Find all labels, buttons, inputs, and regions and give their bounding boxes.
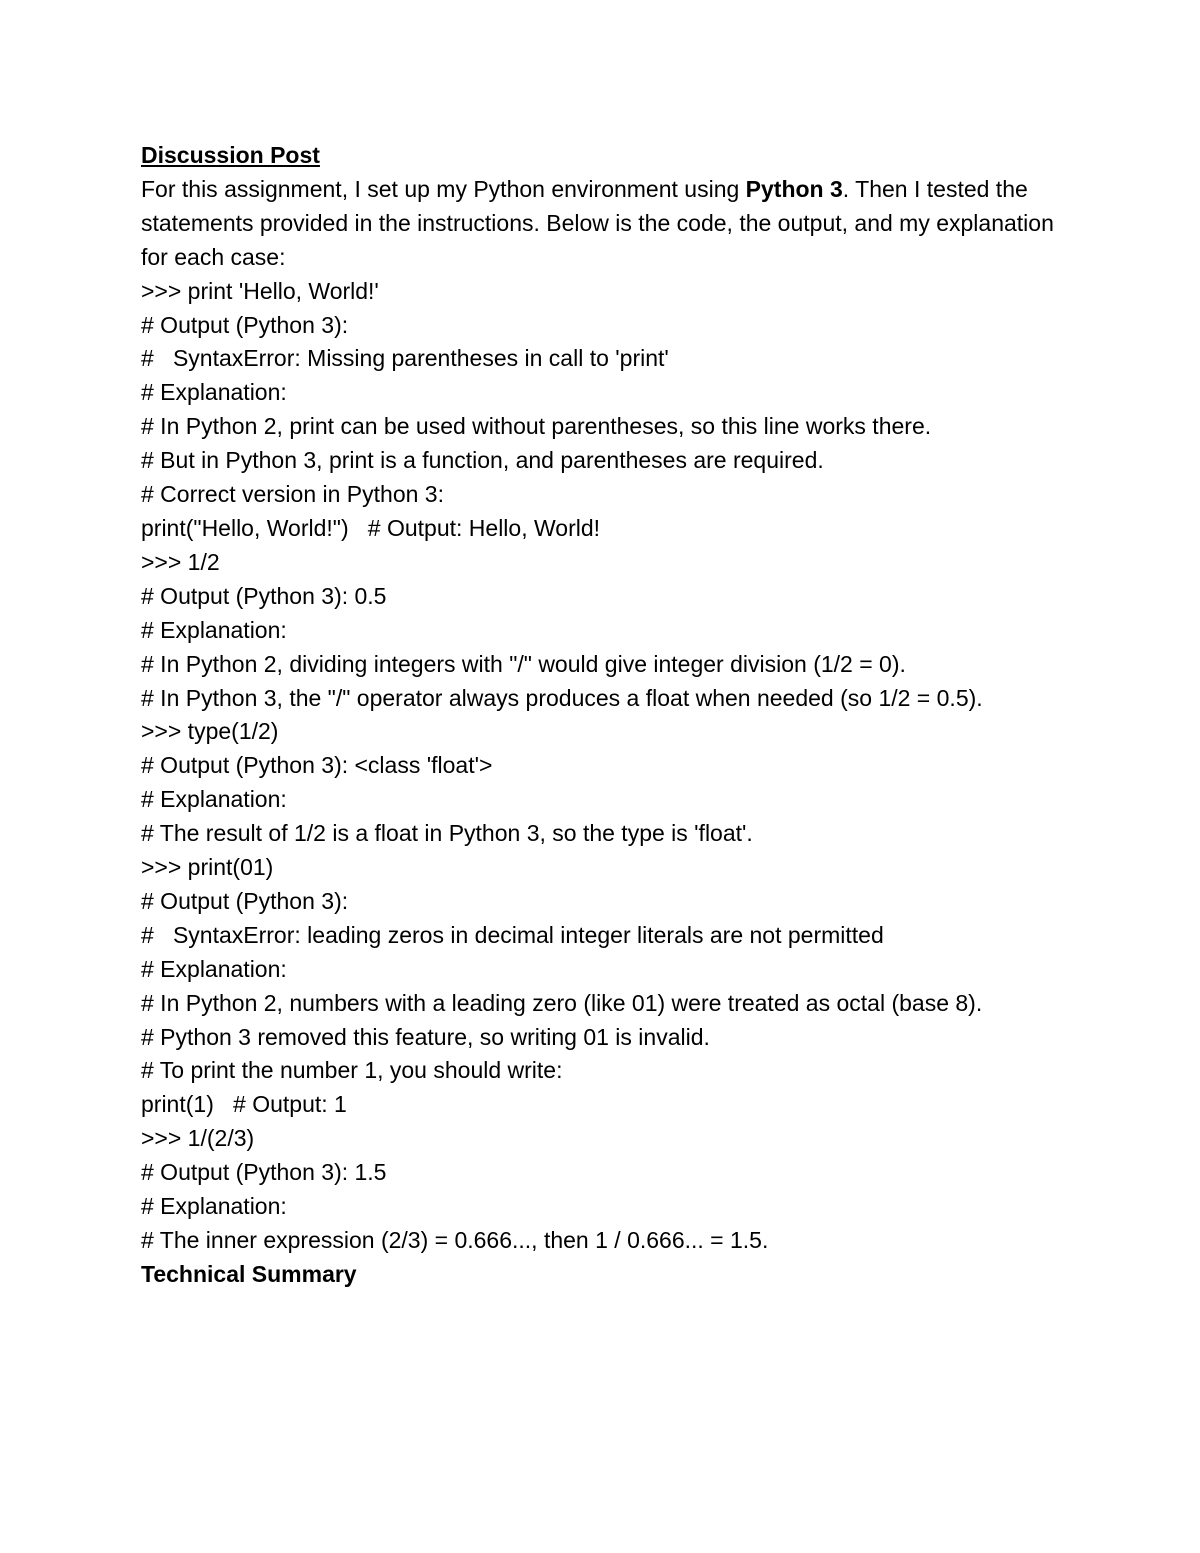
document-title: Discussion Post xyxy=(141,142,320,168)
document-line: # Output (Python 3): 0.5 xyxy=(141,582,387,609)
document-line: >>> type(1/2) xyxy=(141,718,279,745)
document-line: # Explanation: xyxy=(141,786,287,813)
document-line: # Output (Python 3): xyxy=(141,311,349,338)
code-explanation-lines xyxy=(141,275,1061,1258)
section-heading-technical-summary: Technical Summary xyxy=(141,1260,357,1287)
document-line: # Explanation: xyxy=(141,616,287,643)
document-line: # In Python 2, dividing integers with "/" would give integer division (1/2 = 0). xyxy=(141,650,906,677)
document-line: # Explanation: xyxy=(141,1193,287,1220)
document-line: # The result of 1/2 is a float in Python 3, so the type is 'float'. xyxy=(141,820,753,847)
document-line: # In Python 2, numbers with a leading zero (like 01) were treated as octal (base 8). xyxy=(141,989,983,1016)
document-line: # Output (Python 3): 1.5 xyxy=(141,1159,387,1186)
document-line: # Explanation: xyxy=(141,379,287,406)
document-line: >>> print 'Hello, World!' xyxy=(141,277,379,304)
intro-text-end: . Then I tested the statements provided in the instructions. Below is the code, the output, and my explanation for each case: xyxy=(141,175,1061,270)
document-line: # Output (Python 3): <class 'float'> xyxy=(141,752,493,779)
intro-paragraph xyxy=(141,173,1061,275)
document-line: # SyntaxError: leading zeros in decimal integer literals are not permitted xyxy=(141,921,884,948)
document-line: # Output (Python 3): xyxy=(141,887,349,914)
document-line: # Python 3 removed this feature, so writing 01 is invalid. xyxy=(141,1023,710,1050)
document-body xyxy=(141,139,1061,1292)
document-line: >>> 1/(2/3) xyxy=(141,1125,255,1152)
document-line: # To print the number 1, you should write: xyxy=(141,1057,563,1084)
python-version-emphasis: Python 3 xyxy=(745,175,843,202)
document-line: # But in Python 3, print is a function, and parentheses are required. xyxy=(141,447,824,474)
document-line: # Explanation: xyxy=(141,955,287,982)
document-line: # In Python 2, print can be used without parentheses, so this line works there. xyxy=(141,413,932,440)
document-line: >>> print(01) xyxy=(141,854,274,881)
document-line: # Correct version in Python 3: xyxy=(141,481,444,508)
document-line: >>> 1/2 xyxy=(141,548,220,575)
intro-text-start: For this assignment, I set up my Python environment using xyxy=(141,175,746,202)
document-line: print(1) # Output: 1 xyxy=(141,1091,347,1118)
document-line: # In Python 3, the "/" operator always produces a float when needed (so 1/2 = 0.5). xyxy=(141,684,983,711)
document-line: # SyntaxError: Missing parentheses in call to 'print' xyxy=(141,345,669,372)
document-line: # The inner expression (2/3) = 0.666..., then 1 / 0.666... = 1.5. xyxy=(141,1227,769,1253)
document-line: print("Hello, World!") # Output: Hello, World! xyxy=(141,514,601,541)
